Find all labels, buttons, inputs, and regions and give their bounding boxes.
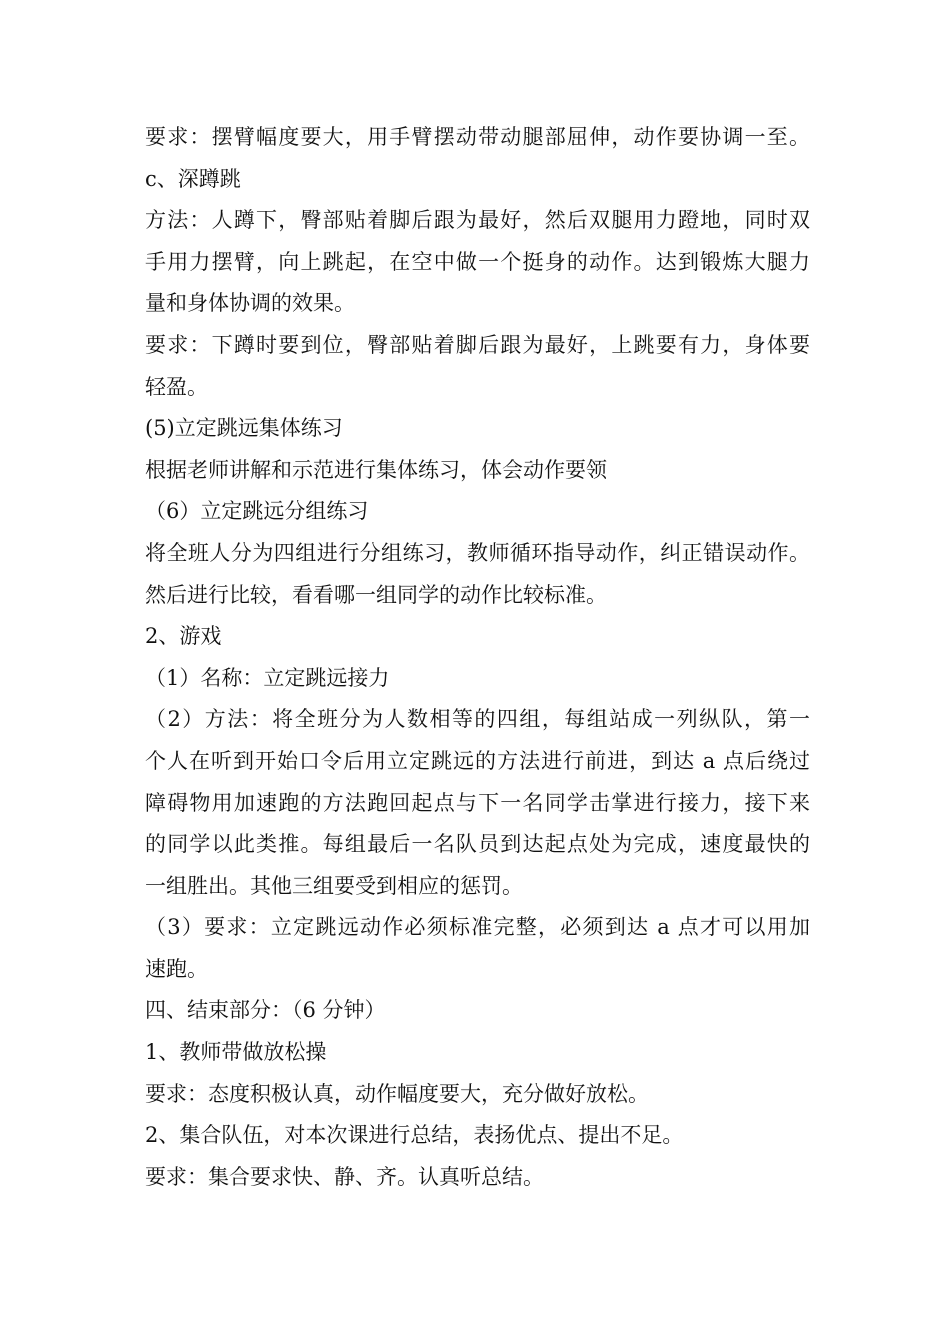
- text-line: 要求：集合要求快、静、齐。认真听总结。: [145, 1164, 544, 1189]
- text-line: 根据老师讲解和示范进行集体练习，体会动作要领: [145, 457, 607, 482]
- text-line: 速跑。: [145, 956, 208, 981]
- text-line: 轻盈。: [145, 374, 208, 399]
- text-line: 个人在听到开始口令后用立定跳远的方法进行前进，到达 a 点后绕过: [145, 748, 810, 773]
- text-line: 四、结束部分：（6 分钟）: [145, 998, 386, 1023]
- text-line: （1）名称：立定跳远接力: [145, 665, 390, 690]
- text-line: 手用力摆臂，向上跳起，在空中做一个挺身的动作。达到锻炼大腿力: [145, 249, 810, 274]
- text-line: 方法：人蹲下，臀部贴着脚后跟为最好，然后双腿用力蹬地，同时双: [145, 208, 810, 233]
- text-line: c、深蹲跳: [145, 166, 241, 191]
- text-line: 要求：态度积极认真，动作幅度要大，充分做好放松。: [145, 1081, 649, 1106]
- text-line: 然后进行比较，看看哪一组同学的动作比较标准。: [145, 582, 607, 607]
- text-line: (5)立定跳远集体练习: [145, 416, 343, 441]
- text-line: 2、集合队伍，对本次课进行总结，表扬优点、提出不足。: [145, 1123, 684, 1148]
- document-body: [145, 117, 810, 1198]
- text-line: 的同学以此类推。每组最后一名队员到达起点处为完成，速度最快的: [145, 832, 810, 857]
- text-line: （2）方法：将全班分为人数相等的四组，每组站成一列纵队，第一: [145, 707, 810, 732]
- text-line: 障碍物用加速跑的方法跑回起点与下一名同学击掌进行接力，接下来: [145, 790, 810, 815]
- text-line: 2、游戏: [145, 624, 222, 649]
- text-line: 一组胜出。其他三组要受到相应的惩罚。: [145, 873, 523, 898]
- text-line: 要求：摆臂幅度要大，用手臂摆动带动腿部屈伸，动作要协调一至。: [145, 125, 810, 149]
- text-line: （6）立定跳远分组练习: [145, 499, 369, 524]
- text-line: 1、教师带做放松操: [145, 1040, 327, 1065]
- text-line: 要求：下蹲时要到位，臀部贴着脚后跟为最好，上跳要有力，身体要: [145, 332, 810, 357]
- text-line: 量和身体协调的效果。: [145, 291, 355, 316]
- text-line: （3）要求：立定跳远动作必须标准完整，必须到达 a 点才可以用加: [145, 915, 810, 940]
- text-line: 将全班人分为四组进行分组练习，教师循环指导动作，纠正错误动作。: [145, 540, 810, 565]
